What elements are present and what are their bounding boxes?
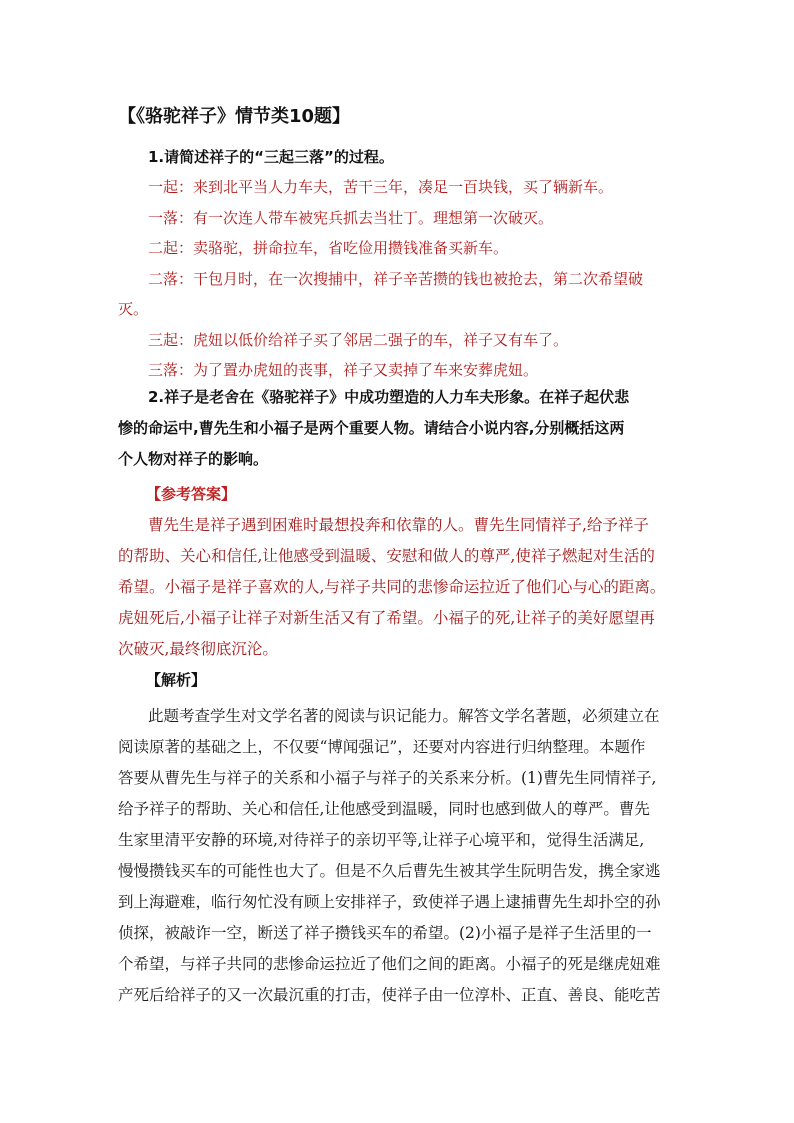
question-2-line: 惨的命运中,曹先生和小福子是两个重要人物。请结合小说内容,分别概括这两 [118,419,625,437]
analysis-line: 慢慢攒钱买车的可能性也大了。但是不久后曹先生被其学生阮明告发，携全家逃 [118,862,661,880]
analysis-line: 生家里清平安静的环境,对待祥子的亲切平等,让祥子心境平和，觉得生活满足, [118,831,645,849]
q1-answer-line: 三起：虎妞以低价给祥子买了邻居二强子的车，祥子又有车了。 [148,331,569,349]
analysis-line: 此题考查学生对文学名著的阅读与识记能力。解答文学名著题，必须建立在 [148,707,660,725]
q2-answer-line: 的帮助、关心和信任,让他感受到温暖、安慰和做人的尊严,使祥子燃起对生活的 [118,547,655,565]
q2-answer-line: 虎妞死后,小福子让祥子对新生活又有了希望。小福子的死,让祥子的美好愿望再 [118,609,655,627]
analysis-line: 产死后给祥子的又一次最沉重的打击，使祥子由一位淳朴、正直、善良、能吃苦 [118,986,661,1004]
question-1: 1.请简述祥子的“三起三落”的过程。 [148,148,394,166]
q1-answer-line: 灭。 [118,300,149,318]
q1-answer-line: 三落：为了置办虎妞的丧事，祥子又卖掉了车来安葬虎妞。 [148,361,539,379]
analysis-line: 个希望，与祥子共同的悲惨命运拉近了他们之间的距离。小福子的死是继虎妞难 [118,955,661,973]
q2-answer-line: 希望。小福子是祥子喜欢的人,与祥子共同的悲惨命运拉近了他们心与心的距离。 [118,578,666,596]
page-title: 【《骆驼祥子》情节类10题】 [118,106,351,127]
analysis-line: 侦探，被敲诈一空，断送了祥子攒钱买车的希望。(2)小福子是祥子生活里的一 [118,924,652,942]
q1-answer-line: 一起：来到北平当人力车夫，苦干三年，凑足一百块钱，买了辆新车。 [148,178,614,196]
analysis-line: 阅读原著的基础之上，不仅要“博闻强记”，还要对内容进行归纳整理。本题作 [118,738,646,756]
analysis-line: 答要从曹先生与祥子的关系和小福子与祥子的关系来分析。(1)曹先生同情祥子, [118,769,657,787]
analysis-label: 【解析】 [146,671,207,689]
q1-answer-line: 二落：干包月时，在一次搜捕中，祥子辛苦攒的钱也被抢去，第二次希望破 [148,270,644,288]
analysis-line: 到上海避难，临行匆忙没有顾上安排祥子，致使祥子遇上逮捕曹先生却扑空的孙 [118,893,661,911]
question-2-line: 2.祥子是老舍在《骆驼祥子》中成功塑造的人力车夫形象。在祥子起伏悲 [148,388,630,406]
question-2-line: 个人物对祥子的影响。 [118,450,269,468]
q1-answer-line: 一落：有一次连人带车被宪兵抓去当壮丁。理想第一次破灭。 [148,209,554,227]
q1-answer-line: 二起：卖骆驼，拼命拉车，省吃俭用攒钱准备买新车。 [148,239,509,257]
reference-answer-label: 【参考答案】 [146,485,237,503]
analysis-line: 给予祥子的帮助、关心和信任,让他感受到温暖，同时也感到做人的尊严。曹先 [118,800,650,818]
q2-answer-line: 次破灭,最终彻底沉沦。 [118,640,278,658]
q2-answer-line: 曹先生是祥子遇到困难时最想投奔和依靠的人。曹先生同情祥子,给予祥子 [148,516,649,534]
